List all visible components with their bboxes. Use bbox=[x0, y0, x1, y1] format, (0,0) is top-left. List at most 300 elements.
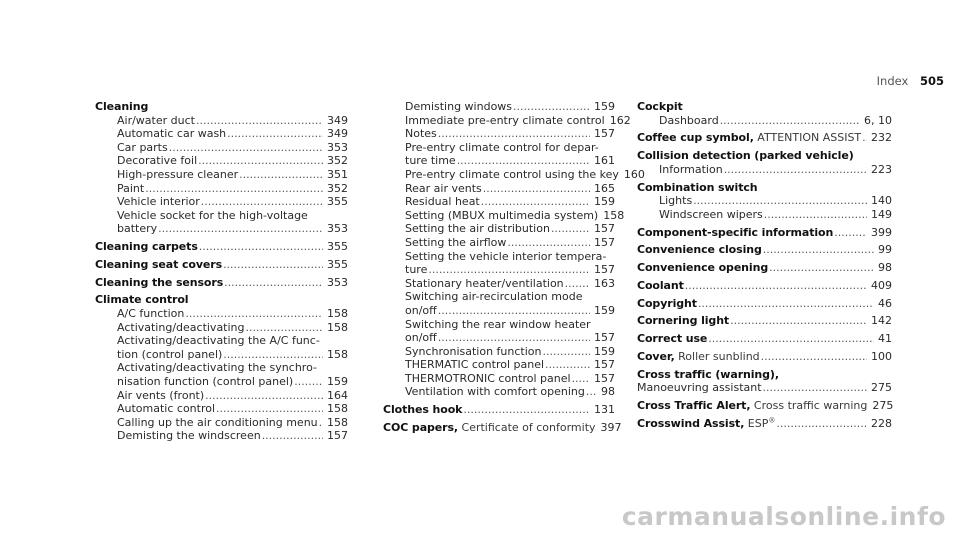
entry-heading: COC papers, bbox=[383, 421, 459, 435]
page-ref: 399 bbox=[871, 225, 892, 239]
entry-text bbox=[117, 307, 184, 321]
sub-entry-line: Setting the vehicle interior tempera- bbox=[405, 249, 607, 263]
entry-text bbox=[383, 403, 462, 417]
sub-entry bbox=[383, 100, 615, 114]
leader-dots bbox=[223, 258, 323, 272]
index-entry bbox=[637, 279, 892, 293]
entry-text bbox=[383, 421, 596, 435]
entry-text bbox=[405, 222, 550, 236]
entry-text bbox=[637, 399, 867, 413]
page-ref: 160 bbox=[623, 167, 645, 181]
leader-dots bbox=[438, 331, 590, 345]
entry-text bbox=[117, 182, 144, 196]
leader-dots bbox=[763, 243, 874, 257]
entry-text bbox=[637, 381, 762, 395]
leader-dots bbox=[428, 263, 590, 277]
page-ref: 157 bbox=[594, 358, 615, 372]
page-number: 505 bbox=[919, 74, 944, 88]
page-ref: 100 bbox=[871, 349, 892, 363]
index-entry bbox=[637, 297, 892, 311]
entry-line bbox=[637, 381, 892, 395]
entry-heading: Copyright bbox=[637, 296, 697, 310]
sub-entry bbox=[637, 194, 892, 208]
sub-entry-text: Automatic control bbox=[117, 402, 216, 416]
entry-text bbox=[659, 208, 763, 222]
sub-entry-text: ture bbox=[405, 263, 428, 277]
leader-dots bbox=[319, 416, 323, 430]
sub-entry bbox=[95, 402, 348, 416]
sub-entry bbox=[95, 334, 348, 361]
entry-line bbox=[637, 332, 892, 346]
entry-heading: Cornering light bbox=[637, 314, 730, 328]
leader-dots bbox=[239, 168, 323, 182]
sub-entry-text: Stationary heater/ventilation bbox=[405, 276, 564, 290]
sub-entry bbox=[383, 113, 631, 128]
page-ref: 409 bbox=[871, 278, 892, 292]
page-ref: 353 bbox=[327, 275, 348, 289]
sub-entry bbox=[383, 182, 615, 196]
entry-line bbox=[405, 208, 625, 223]
sub-entry bbox=[383, 167, 645, 182]
entry-heading: Convenience opening bbox=[637, 261, 769, 275]
entry-line bbox=[405, 372, 615, 386]
entry-line bbox=[637, 261, 892, 275]
entry-heading: Cleaning carpets bbox=[95, 240, 198, 254]
entry-text bbox=[95, 240, 198, 254]
sub-entry bbox=[383, 290, 615, 317]
page-ref: 352 bbox=[327, 181, 348, 195]
sub-entry bbox=[383, 345, 615, 359]
page-ref: 6, 10 bbox=[864, 113, 892, 127]
index-entry bbox=[637, 226, 892, 240]
entry-heading: Cockpit bbox=[637, 100, 683, 113]
entry-line bbox=[117, 307, 348, 321]
leader-dots bbox=[698, 297, 874, 311]
sub-entry bbox=[95, 168, 348, 182]
page-ref: 157 bbox=[594, 331, 615, 345]
page-ref: 164 bbox=[327, 388, 348, 402]
sub-entry-text: nisation function (control panel) bbox=[117, 375, 294, 389]
sub-entry-text: Decorative foil bbox=[117, 154, 198, 168]
entry-heading: Climate control bbox=[95, 293, 189, 307]
entry-text bbox=[405, 372, 571, 386]
entry-text bbox=[405, 127, 437, 141]
leader-dots bbox=[481, 195, 590, 209]
entry-line bbox=[637, 350, 892, 364]
sub-entry-text: Immediate pre-entry climate control bbox=[405, 113, 605, 127]
sub-entry-text: Dashboard bbox=[659, 113, 719, 127]
sub-entry bbox=[95, 209, 348, 236]
page-ref: 158 bbox=[327, 402, 348, 416]
page-ref: 98 bbox=[601, 385, 615, 399]
entry-line bbox=[637, 399, 892, 413]
entry-line bbox=[405, 182, 615, 196]
sub-entry-text: Ventilation with comfort opening bbox=[405, 385, 585, 399]
entry-heading: Clothes hook bbox=[383, 403, 463, 417]
page-ref: 397 bbox=[600, 421, 622, 435]
section-label: Index bbox=[876, 74, 909, 88]
leader-dots bbox=[545, 358, 590, 372]
leader-dots bbox=[227, 127, 323, 141]
entry-line bbox=[405, 236, 615, 250]
sub-entry-text: Synchronisation function bbox=[405, 344, 542, 358]
page-ref: 157 bbox=[594, 235, 615, 249]
leader-dots bbox=[216, 402, 323, 416]
entry-heading: Combination switch bbox=[637, 180, 758, 194]
entry-heading: Cover, bbox=[637, 349, 675, 363]
index-entry bbox=[637, 332, 892, 346]
index-column-3 bbox=[637, 100, 892, 431]
sub-entry-text: Notes bbox=[405, 127, 437, 141]
sub-entry bbox=[95, 195, 348, 209]
entry-text bbox=[637, 314, 729, 328]
page-ref: 98 bbox=[878, 261, 892, 275]
leader-dots bbox=[246, 321, 323, 335]
entry-line bbox=[117, 429, 348, 443]
page-ref: 349 bbox=[327, 127, 348, 141]
index-entry bbox=[637, 417, 892, 431]
sub-entry-text: Manoeuvring assistant bbox=[637, 381, 762, 395]
entry-text bbox=[637, 332, 707, 346]
leader-dots bbox=[198, 154, 323, 168]
index-entry bbox=[637, 149, 892, 176]
entry-text bbox=[405, 182, 482, 196]
page-ref: 159 bbox=[327, 375, 348, 389]
page-ref: 159 bbox=[594, 303, 615, 317]
entry-heading: Convenience closing bbox=[637, 243, 762, 257]
sub-entry bbox=[383, 208, 625, 223]
entry-heading: Cleaning seat covers bbox=[95, 257, 223, 271]
sub-entry bbox=[383, 250, 615, 277]
page-ref: 157 bbox=[594, 263, 615, 277]
page-ref: 158 bbox=[327, 307, 348, 321]
entry-line bbox=[637, 417, 892, 431]
leader-dots bbox=[543, 345, 591, 359]
leader-dots bbox=[438, 304, 590, 318]
page-ref: 157 bbox=[594, 222, 615, 236]
sub-entry bbox=[95, 182, 348, 196]
entry-text bbox=[637, 417, 775, 431]
sub-entry-text: Setting the air distribution bbox=[405, 222, 550, 236]
entry-heading: Coffee cup symbol, bbox=[637, 131, 754, 145]
entry-line bbox=[405, 345, 615, 359]
leader-dots bbox=[834, 226, 867, 240]
leader-dots bbox=[730, 314, 867, 328]
entry-line bbox=[117, 321, 348, 335]
leader-dots bbox=[169, 141, 323, 155]
page-ref: 275 bbox=[872, 399, 894, 413]
page-ref: 232 bbox=[871, 131, 892, 145]
entry-line bbox=[95, 258, 348, 272]
sub-entry-text: Paint bbox=[117, 181, 145, 195]
leader-dots bbox=[224, 276, 323, 290]
sub-entry bbox=[383, 141, 615, 168]
page-ref: 162 bbox=[609, 113, 631, 127]
entry-line bbox=[405, 385, 615, 399]
entry-line bbox=[95, 276, 348, 290]
leader-dots bbox=[438, 127, 590, 141]
entry-heading: Cleaning the sensors bbox=[95, 275, 224, 289]
entry-line bbox=[405, 358, 615, 372]
entry-line bbox=[405, 100, 615, 114]
entry-heading: Crosswind Assist, bbox=[637, 416, 745, 430]
page-ref: 352 bbox=[327, 154, 348, 168]
index-entry bbox=[637, 181, 892, 222]
leader-dots bbox=[196, 114, 323, 128]
page-ref: 161 bbox=[594, 154, 615, 168]
sub-entry bbox=[95, 141, 348, 155]
sub-entry-text: battery bbox=[117, 222, 158, 236]
sub-entry-text: A/C function bbox=[117, 307, 185, 321]
leader-dots bbox=[693, 194, 867, 208]
sub-entry bbox=[383, 318, 615, 345]
index-entry bbox=[637, 243, 892, 257]
entry-line bbox=[117, 389, 348, 403]
entry-text bbox=[405, 304, 437, 318]
leader-dots bbox=[708, 332, 874, 346]
sub-entry bbox=[95, 361, 348, 388]
sub-entry bbox=[383, 277, 615, 291]
leader-dots bbox=[720, 114, 860, 128]
entry-line bbox=[405, 167, 645, 182]
entry-text bbox=[117, 321, 245, 335]
entry-line bbox=[117, 222, 348, 236]
entry-text bbox=[405, 345, 542, 359]
sub-entry-text: Information bbox=[659, 162, 723, 176]
entry-text bbox=[405, 331, 437, 345]
entry-text bbox=[637, 297, 697, 311]
index-entry bbox=[95, 258, 348, 272]
entry-text bbox=[117, 402, 215, 416]
entry-heading: Collision detection (parked vehicle) bbox=[637, 149, 854, 163]
page-ref: 159 bbox=[594, 195, 615, 209]
entry-line bbox=[117, 168, 348, 182]
entry-subtext: Roller sunblind bbox=[674, 349, 760, 363]
index-entry bbox=[637, 399, 892, 413]
page-ref: 157 bbox=[594, 371, 615, 385]
entry-line bbox=[405, 113, 631, 128]
entry-text bbox=[405, 114, 605, 128]
entry-text bbox=[405, 154, 456, 168]
leader-dots bbox=[483, 182, 590, 196]
sub-entry bbox=[95, 429, 348, 443]
page-ref: 158 bbox=[327, 415, 348, 429]
entry-text bbox=[405, 358, 544, 372]
page-ref: 355 bbox=[327, 240, 348, 254]
sub-entry bbox=[383, 358, 615, 372]
entry-text bbox=[117, 114, 195, 128]
sub-entry-text: Demisting the windscreen bbox=[117, 429, 261, 443]
sub-entry-text: Air vents (front) bbox=[117, 388, 205, 402]
sub-entry-line: Activating/deactivating the synchro- bbox=[117, 361, 317, 375]
sub-entry-text: Rear air vents bbox=[405, 181, 482, 195]
leader-dots bbox=[158, 222, 323, 236]
entry-line bbox=[405, 127, 615, 141]
index-entry bbox=[637, 261, 892, 275]
sub-entry bbox=[95, 416, 348, 430]
leader-dots bbox=[145, 182, 323, 196]
sub-entry-text: High-pressure cleaner bbox=[117, 167, 239, 181]
sub-entry-text: Setting (MBUX multimedia system) bbox=[405, 208, 599, 222]
sub-entry-text: Car parts bbox=[117, 140, 168, 154]
entry-text bbox=[117, 389, 204, 403]
entry-line bbox=[117, 416, 348, 430]
leader-dots bbox=[199, 240, 323, 254]
entry-text bbox=[117, 141, 168, 155]
index-entry bbox=[637, 350, 892, 364]
leader-dots bbox=[862, 131, 867, 145]
page-ref: 163 bbox=[594, 276, 615, 290]
sub-entry bbox=[95, 389, 348, 403]
entry-text bbox=[117, 348, 222, 362]
sub-entry bbox=[95, 127, 348, 141]
sub-entry-text: Automatic car wash bbox=[117, 127, 227, 141]
page-ref: 158 bbox=[327, 320, 348, 334]
leader-dots bbox=[572, 372, 590, 386]
sub-entry-text: Lights bbox=[659, 194, 693, 208]
entry-line bbox=[405, 277, 615, 291]
entry-line bbox=[405, 263, 615, 277]
sub-entry-line: Switching the rear window heater bbox=[405, 317, 591, 331]
page-ref: 355 bbox=[327, 195, 348, 209]
entry-line bbox=[405, 195, 615, 209]
sub-entry bbox=[383, 236, 615, 250]
entry-line bbox=[117, 127, 348, 141]
entry-line bbox=[659, 208, 892, 222]
page-ref: 46 bbox=[878, 296, 892, 310]
page-ref: 355 bbox=[327, 257, 348, 271]
sub-entry-text: Residual heat bbox=[405, 195, 480, 209]
entry-heading: Cleaning bbox=[95, 100, 149, 113]
sub-entry-text: Windscreen wipers bbox=[659, 207, 763, 221]
page-ref: 349 bbox=[327, 113, 348, 127]
index-entry bbox=[637, 100, 892, 127]
leader-dots bbox=[724, 163, 867, 177]
sub-entry-line: Switching air-recirculation mode bbox=[405, 290, 583, 304]
leader-dots bbox=[685, 279, 867, 293]
index-entry bbox=[383, 403, 615, 417]
sub-entry bbox=[383, 385, 615, 399]
entry-line bbox=[637, 131, 892, 145]
sub-entry-text: Setting the airflow bbox=[405, 235, 507, 249]
sub-entry bbox=[637, 381, 892, 395]
sub-entry-text: Vehicle interior bbox=[117, 195, 200, 209]
entry-text bbox=[117, 416, 318, 430]
index-column-1 bbox=[95, 100, 348, 443]
entry-text bbox=[405, 385, 585, 399]
entry-line bbox=[117, 182, 348, 196]
entry-subtext: ATTENTION ASSIST bbox=[753, 131, 862, 145]
entry-line bbox=[383, 421, 622, 435]
entry-subtext: Certificate of conformity bbox=[458, 421, 596, 435]
page-ref: 275 bbox=[871, 381, 892, 395]
entry-text bbox=[95, 276, 223, 290]
sub-entry bbox=[637, 163, 892, 177]
entry-line bbox=[405, 154, 615, 168]
entry-line bbox=[637, 297, 892, 311]
sub-entry bbox=[95, 154, 348, 168]
sub-entry bbox=[637, 114, 892, 128]
page-ref: 99 bbox=[878, 243, 892, 257]
index-entry bbox=[637, 368, 892, 395]
entry-line bbox=[659, 194, 892, 208]
leader-dots bbox=[294, 375, 323, 389]
leader-dots bbox=[776, 417, 867, 431]
leader-dots bbox=[185, 307, 323, 321]
page-ref: 157 bbox=[594, 127, 615, 141]
entry-line bbox=[95, 240, 348, 254]
entry-text bbox=[117, 154, 197, 168]
entry-line bbox=[659, 114, 892, 128]
entry-line bbox=[659, 163, 892, 177]
index-entry bbox=[95, 276, 348, 290]
page-ref: 149 bbox=[871, 207, 892, 221]
sub-entry bbox=[95, 321, 348, 335]
entry-text bbox=[659, 163, 723, 177]
sub-entry-text: on/off bbox=[405, 303, 437, 317]
entry-line bbox=[117, 402, 348, 416]
entry-heading: Correct use bbox=[637, 332, 708, 346]
leader-dots bbox=[565, 277, 590, 291]
entry-line bbox=[637, 314, 892, 328]
sub-entry-text: THERMATIC control panel bbox=[405, 358, 545, 372]
page-ref: 351 bbox=[327, 167, 348, 181]
entry-text bbox=[405, 100, 512, 114]
entry-text bbox=[117, 222, 157, 236]
leader-dots bbox=[513, 100, 590, 114]
index-column-2 bbox=[383, 100, 645, 435]
leader-dots bbox=[457, 154, 590, 168]
leader-dots bbox=[551, 222, 590, 236]
page-ref: 140 bbox=[871, 194, 892, 208]
page-ref: 158 bbox=[603, 208, 625, 222]
entry-line bbox=[405, 331, 615, 345]
leader-dots bbox=[262, 429, 323, 443]
entry-line bbox=[117, 195, 348, 209]
page-ref: 159 bbox=[594, 100, 615, 113]
index-entry bbox=[383, 100, 645, 399]
page-header bbox=[877, 74, 944, 88]
entry-line bbox=[383, 403, 615, 417]
leader-dots bbox=[205, 389, 323, 403]
entry-text bbox=[637, 350, 760, 364]
entry-line bbox=[117, 375, 348, 389]
leader-dots bbox=[201, 195, 323, 209]
sub-entry-text: Pre-entry climate control using the key bbox=[405, 167, 619, 181]
entry-line bbox=[405, 222, 615, 236]
sub-entry-text: THERMOTRONIC control panel bbox=[405, 371, 571, 385]
index-entry bbox=[95, 293, 348, 443]
page-ref: 159 bbox=[594, 344, 615, 358]
index-entry bbox=[95, 240, 348, 254]
entry-line bbox=[117, 348, 348, 362]
page-ref: 131 bbox=[594, 403, 615, 417]
sub-entry-text: tion (control panel) bbox=[117, 347, 223, 361]
sub-entry bbox=[383, 372, 615, 386]
page-ref: 353 bbox=[327, 140, 348, 154]
leader-dots bbox=[463, 403, 590, 417]
index-entry bbox=[637, 314, 892, 328]
entry-heading: Cross Traffic Alert, bbox=[637, 399, 751, 413]
leader-dots bbox=[761, 350, 867, 364]
sub-entry-text: Air/water duct bbox=[117, 113, 195, 127]
index-entry bbox=[637, 131, 892, 145]
entry-text bbox=[405, 195, 480, 209]
entry-line bbox=[637, 226, 892, 240]
sub-entry bbox=[637, 208, 892, 222]
entry-text bbox=[117, 429, 261, 443]
page-ref: 353 bbox=[327, 222, 348, 236]
